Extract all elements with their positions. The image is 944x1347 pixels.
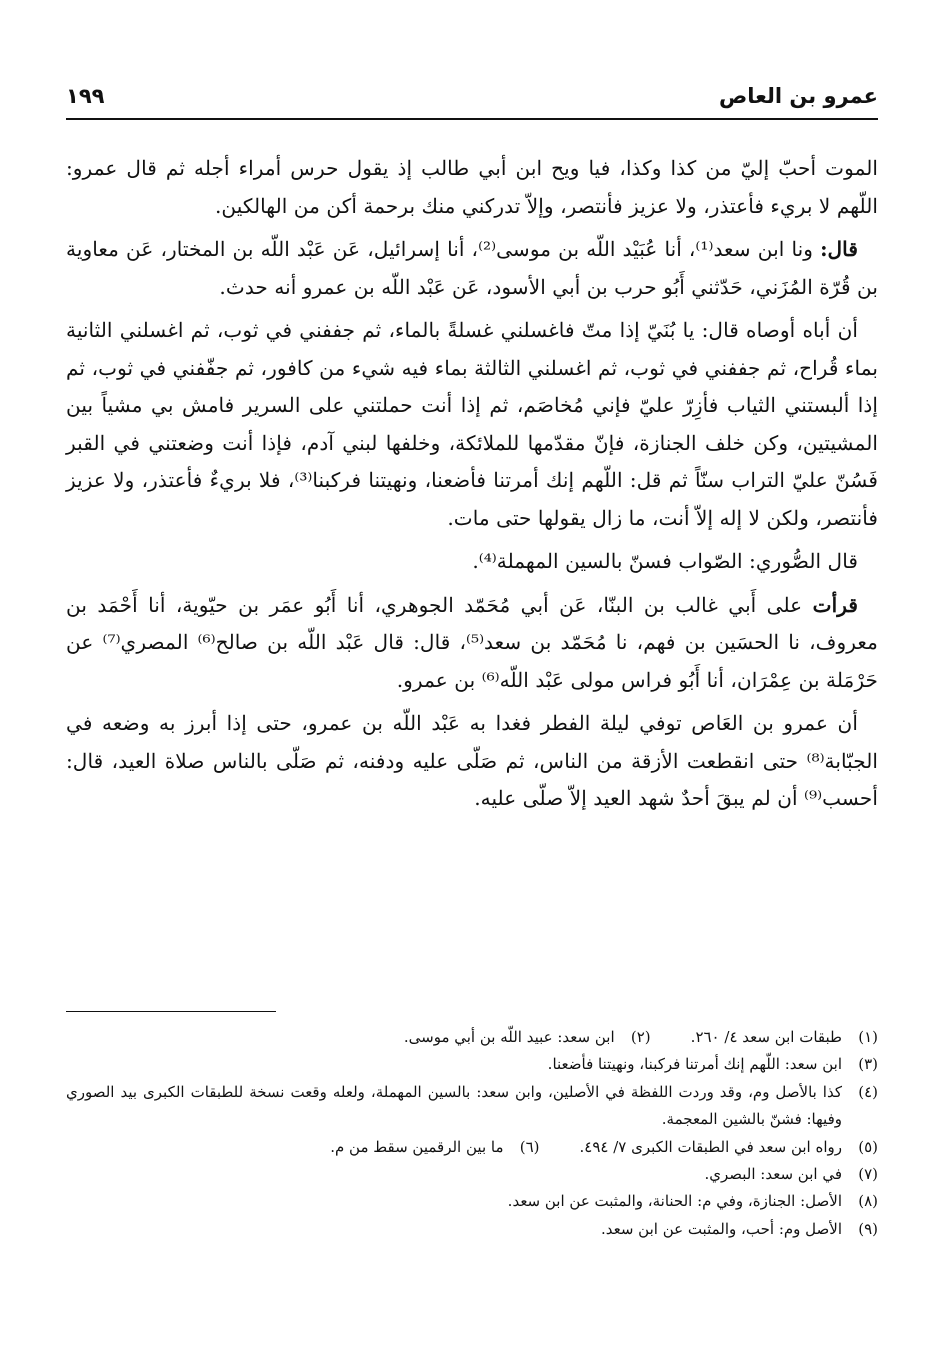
footnote-number: (٧) [858,1165,878,1184]
footnote-text: ما بين الرقمين سقط من م. [330,1137,504,1156]
paragraph-4-text: قال الصُّوري: الصّواب فسنّ بالسين المهملة⁽⁴⁾. [472,549,858,573]
footnotes [66,1024,878,1243]
paragraph-3-text: أن أباه أوصاه قال: يا بُنَيّ إذا متّ فاغسلني غسلةً بالماء، ثم جففني في ثوب، ثم اغسلني الثانية بماء قُراح، ثم جففني في ثوب، ثم اغسلني الثالثة بماء فيه شيء من كافور، ثم جفّفني في ثوب، ثم إذا ألبستني الثياب فأزِرّ عليّ فإني مُخاصَم، ثم إذا أنت حملتني على السرير فامش بي مشياً بين المشيتين، وكن خلف الجنازة، فإنّ مقدّمها للملائكة، وخلفها لبني آدم، فإذا أنت وضعتني في القبر فَسُنّ عليّ التراب سنّاً ثم قل: اللّهم إنك أمرتنا فأضعنا، ونهيتنا فركبنا⁽³⁾، فلا بريءٌ فأعتذر، ولا عزيز فأنتصر، ولكن لا إله إلاّ أنت، ما زال يقولها حتى مات. [66,318,878,530]
footnote-text: رواه ابن سعد في الطبقات الكبرى ٧/ ٤٩٤. [579,1137,842,1156]
running-title: عمرو بن العاص [718,84,878,108]
page-number: ١٩٩ [66,84,105,108]
footnote-number: (٤) [858,1082,878,1101]
footnote-text: الأصل وم: أحب، والمثبت عن ابن سعد. [600,1219,842,1238]
footnote-pair [66,1024,842,1051]
footnote-row-4 [66,1079,878,1134]
footnote-number: (٩) [858,1219,878,1238]
paragraph-2-text: ونا ابن سعد⁽¹⁾، أنا عُبَيْد اللّه بن موسى⁽²⁾، أنا إسرائيل، عَن عَبْد اللّه بن المختار، عَن معاوية بن قُرّة المُزَني، حَدّثني أَبُو حرب بن أبي الأسود، عَن عَبْد اللّه بن عمرو أنه حدث. [66,237,878,299]
paragraph-5-lead: قرأت [812,592,858,617]
footnote-row-8 [66,1188,878,1215]
footnote-number: (٣) [858,1055,878,1074]
footnote-row-7 [66,1161,878,1188]
paragraph-1-text: الموت أحبّ إليّ من كذا وكذا، فيا ويح ابن أبي طالب إذ يقول حرس أمراء أجله ثم قال عمرو: اللّهم لا بريء فأعتذر، ولا عزيز فأنتصر، وإلاّ تدركني منك برحمة أكن من الهالكين. [66,156,878,218]
paragraph-4 [66,543,878,581]
footnote-text: في ابن سعد: البصري. [704,1165,842,1184]
footnote-gap [651,1024,691,1051]
footnote-divider [66,1011,276,1012]
footnote-number: (١) [858,1028,878,1046]
footnote-row-3 [66,1051,878,1078]
paragraph-3 [66,312,878,537]
footnote-row-5-6 [66,1134,878,1161]
footnote-gap [540,1134,580,1161]
footnote-text: طبقات ابن سعد ٤/ ٢٦٠. [690,1028,842,1046]
paragraph-1 [66,150,878,225]
paragraph-6-text: أن عمرو بن العَاص توفي ليلة الفطر فغدا به عَبْد اللّه بن عمرو، حتى إذا أبرز به وضعه في الجبّابة⁽⁸⁾ حتى انقطعت الأزقة من الناس، ثم صَلّى عليه ودفنه، ثم صَلّى بالناس صلاة العيد، قال: أحسب⁽⁹⁾ أن لم يبقَ أحدٌ شهد العيد إلاّ صلّى عليه. [66,711,878,810]
footnote-number: (٢) [630,1028,651,1046]
footnote-row-9 [66,1216,878,1243]
footnote-number: (٦) [519,1137,540,1156]
footnote-text: ابن سعد: عبيد اللّه بن أبي موسى. [403,1028,615,1046]
paragraph-2 [66,231,878,306]
main-text [66,150,878,824]
footnote-number: (٥) [858,1137,878,1156]
footnote-row-1-2 [66,1024,878,1051]
paragraph-5 [66,587,878,700]
paragraph-2-lead: قال: [820,237,858,261]
footnote-pair [66,1134,842,1161]
footnote-text: كذا بالأصل وم، وقد وردت اللفظة في الأصلين، وابن سعد: بالسين المهملة، ولعله وقعت نسخة للطبقات الكبرى بيد الصوري وفيها: فشنّ بالشين المعجمة. [66,1082,842,1129]
page-header [66,84,878,120]
footnote-text: ابن سعد: اللّهم إنك أمرتنا فركبنا، ونهيتنا فأضعنا. [547,1055,842,1074]
paragraph-6 [66,705,878,818]
footnote-number: (٨) [858,1192,878,1211]
paragraph-5-text: على أَبي غالب بن البنّا، عَن أبي مُحَمّد الجوهري، أنا أَبُو عمَر بن حيّوية، أنا أَحْمَد بن معروف، نا الحسَين بن فهم، نا مُحَمّد بن سعد⁽⁵⁾، قال: قال عَبْد اللّه بن صالح⁽⁶⁾ المصري⁽⁷⁾ عن حَرْمَلة بن عِمْرَان، أنا أَبُو فراس مولى عَبْد اللّه⁽⁶⁾ بن عمرو. [66,592,878,692]
footnote-text: الأصل: الجنازة، وفي م: الحنانة، والمثبت عن ابن سعد. [507,1192,842,1211]
